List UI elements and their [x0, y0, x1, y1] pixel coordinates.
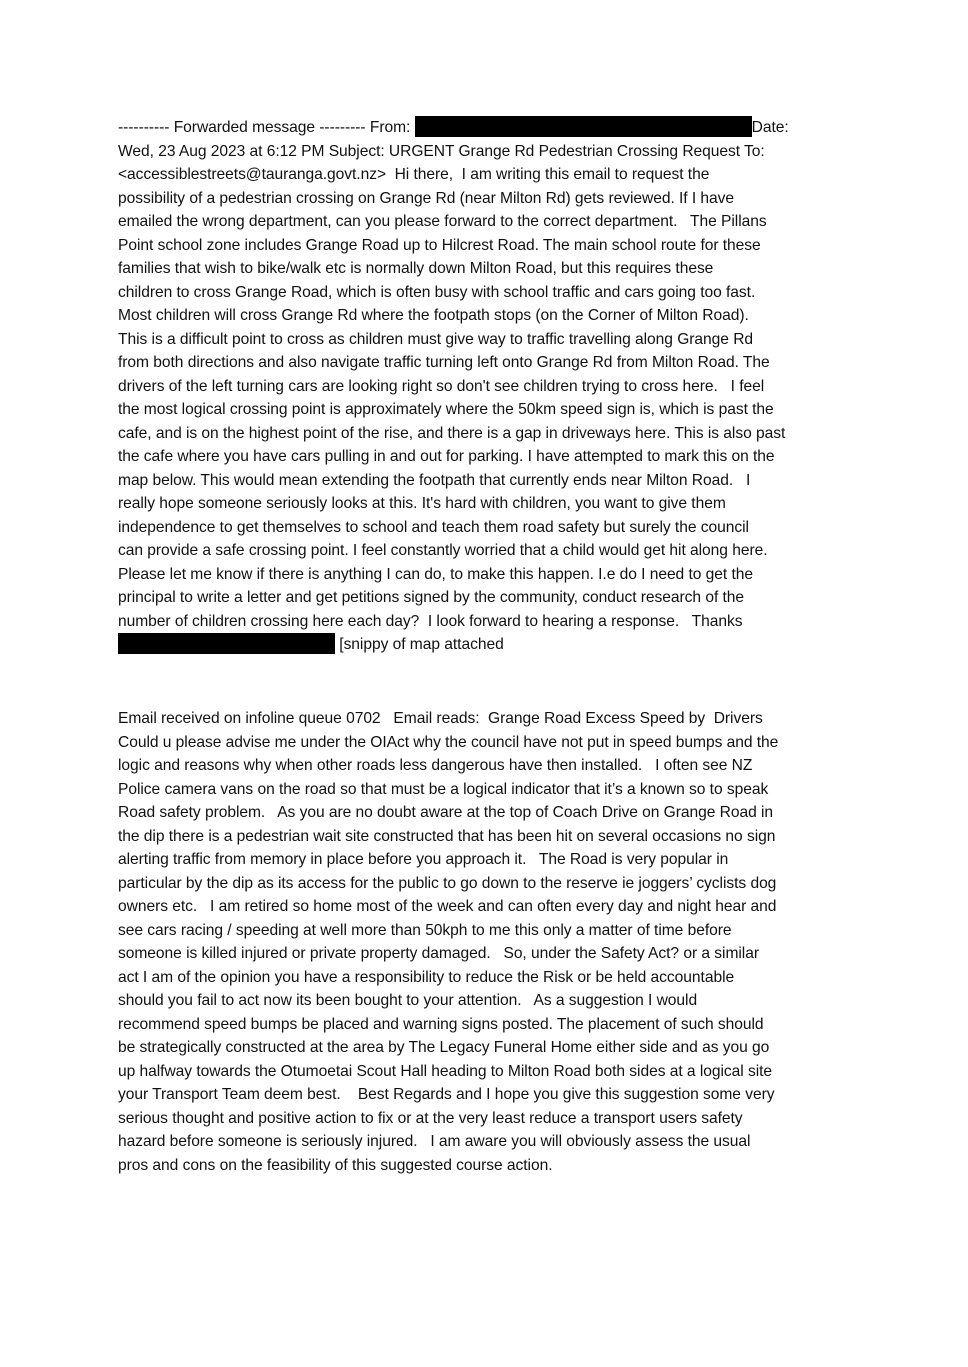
text-line: particular by the dip as its access for the public to go down to the reserve ie joggers’ cyclists dog — [118, 874, 777, 892]
text-line: Wed, 23 Aug 2023 at 6:12 PM Subject: URGENT Grange Rd Pedestrian Crossing Request To: — [118, 142, 765, 160]
text-line: the cafe where you have cars pulling in and out for parking. I have attempted to mark this on the — [118, 448, 775, 465]
signature-line — [118, 633, 854, 657]
text-line: the most logical crossing point is approximately where the 50km speed sign is, which is past the — [118, 401, 774, 418]
infoline-email — [118, 707, 854, 1177]
text-line: children to cross Grange Road, which is often busy with school traffic and cars going too fast. — [118, 283, 756, 301]
text-line: pros and cons on the feasibility of this suggested course action. — [118, 1156, 553, 1174]
text-line: Point school zone includes Grange Road up to Hilcrest Road. The main school route for these — [118, 236, 761, 254]
text-line: Could u please advise me under the OIAct why the council have not put in speed bumps and the — [118, 733, 779, 751]
text-line: can provide a safe crossing point. I feel constantly worried that a child would get hit along here. — [118, 542, 768, 559]
infoline-email-body — [118, 707, 854, 1177]
text-line: drivers of the left turning cars are looking right so don't see children trying to cross here. I feel — [118, 377, 765, 395]
date-label: Date: — [751, 119, 789, 136]
text-line: map below. This would mean extending the footpath that currently ends near Milton Road. I — [118, 471, 751, 489]
text-line: This is a difficult point to cross as children must give way to traffic travelling along Grange Rd — [118, 330, 754, 348]
text-line: independence to get themselves to school and teach them road safety but surely the council — [118, 518, 749, 536]
text-line: up halfway towards the Otumoetai Scout Hall heading to Milton Road both sides at a logical site — [118, 1062, 773, 1080]
text-line: alerting traffic from memory in place before you approach it. The Road is very popular in — [118, 851, 729, 868]
text-line: Police camera vans on the road so that must be a logical indicator that it’s a known so to speak — [118, 780, 769, 798]
text-line: your Transport Team deem best. Best Regards and I hope you give this suggestion some very — [118, 1086, 775, 1103]
text-line: see cars racing / speeding at well more than 50kph to me this only a matter of time before — [118, 921, 732, 939]
text-line: serious thought and positive action to fix or at the very least reduce a transport users safety — [118, 1109, 743, 1127]
text-line: from both directions and also navigate traffic turning left onto Grange Rd from Milton Road. The — [118, 354, 770, 371]
text-line: someone is killed injured or private property damaged. So, under the Safety Act? or a similar — [118, 945, 759, 962]
text-line: families that wish to bike/walk etc is normally down Milton Road, but this requires these — [118, 260, 714, 277]
text-line: principal to write a letter and get petitions signed by the community, conduct research of the — [118, 589, 745, 606]
map-attachment-note: [snippy of map attached — [335, 636, 504, 653]
text-line: emailed the wrong department, can you please forward to the correct department. The Pillans — [118, 213, 767, 230]
forwarded-email-body — [118, 140, 854, 634]
text-line: really hope someone seriously looks at this. It's hard with children, you want to give them — [118, 495, 726, 512]
text-line: should you fail to act now its been bought to your attention. As a suggestion I would — [118, 992, 698, 1009]
text-line: number of children crossing here each day? I look forward to hearing a response. Thanks — [118, 612, 743, 630]
text-line: hazard before someone is seriously injured. I am aware you will obviously assess the usual — [118, 1133, 751, 1150]
text-line: Most children will cross Grange Rd where the footpath stops (on the Corner of Milton Road). — [118, 307, 749, 324]
text-line: Road safety problem. As you are no doubt aware at the top of Coach Drive on Grange Road in — [118, 804, 774, 821]
forwarded-header-text: ---------- Forwarded message --------- From: — [118, 119, 415, 136]
redacted-signature — [118, 633, 335, 654]
text-line: be strategically constructed at the area by The Legacy Funeral Home either side and as you go — [118, 1039, 770, 1056]
forwarded-email — [118, 116, 854, 657]
text-line: act I am of the opinion you have a responsibility to reduce the Risk or be held accountable — [118, 968, 735, 986]
email-header-line — [118, 116, 854, 140]
redacted-sender — [415, 116, 752, 137]
text-line: Email received on infoline queue 0702 Email reads: Grange Road Excess Speed by Drivers — [118, 710, 763, 727]
text-line: recommend speed bumps be placed and warning signs posted. The placement of such should — [118, 1015, 764, 1033]
text-line: <accessiblestreets@tauranga.govt.nz> Hi there, I am writing this email to request the — [118, 166, 710, 183]
text-line: possibility of a pedestrian crossing on Grange Rd (near Milton Rd) gets reviewed. If I have — [118, 189, 735, 207]
text-line: the dip there is a pedestrian wait site constructed that has been hit on several occasions no sign — [118, 827, 776, 845]
text-line: owners etc. I am retired so home most of the week and can often every day and night hear and — [118, 898, 777, 915]
text-line: Please let me know if there is anything I can do, to make this happen. I.e do I need to get the — [118, 565, 753, 583]
text-line: logic and reasons why when other roads less dangerous have then installed. I often see NZ — [118, 757, 753, 774]
text-line: cafe, and is on the highest point of the rise, and there is a gap in driveways here. This is also past — [118, 424, 786, 442]
